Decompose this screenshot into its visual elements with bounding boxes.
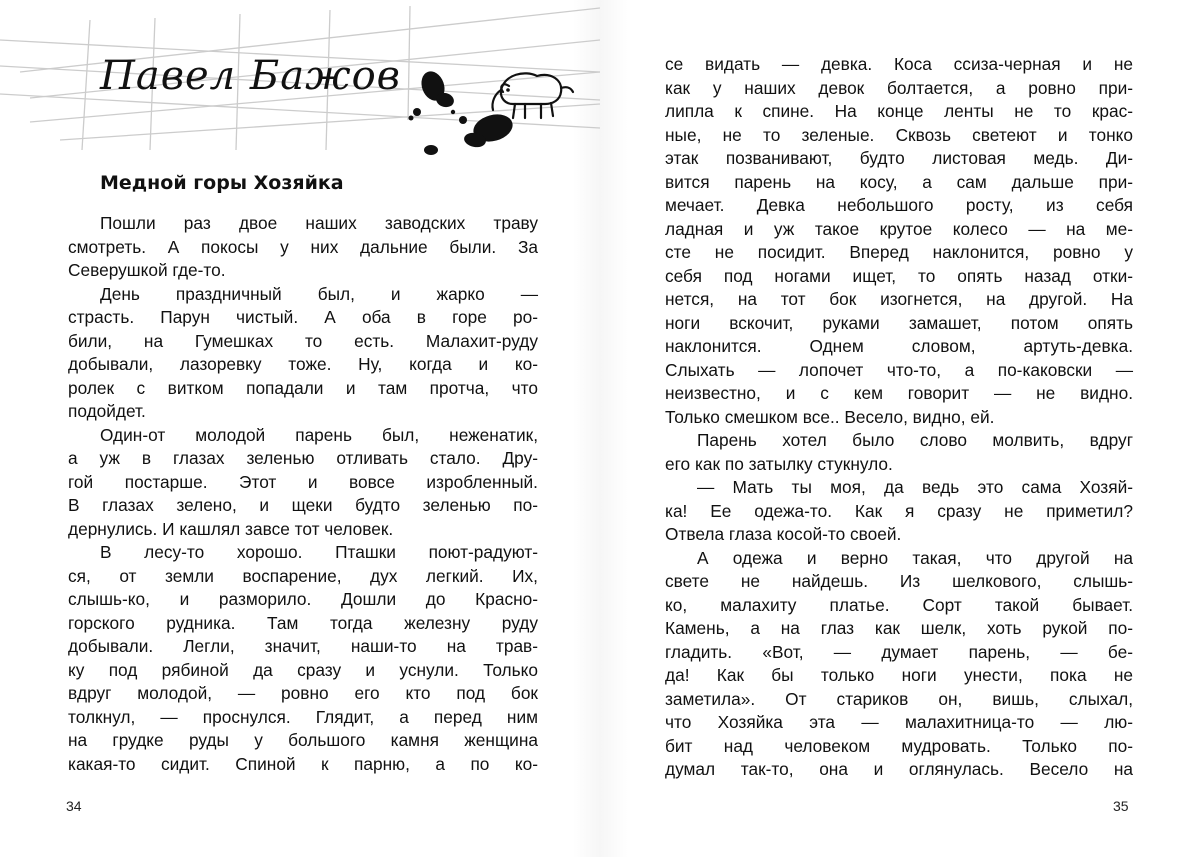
- text-line: ролек с витком попадали и там протча, что: [68, 377, 538, 398]
- text-line: Только смешком все.. Весело, видно, ей.: [665, 406, 995, 427]
- text-line: этак позванивают, будто листовая медь. Ди-: [665, 148, 1133, 168]
- text-line: бит над человеком мудровать. Только по-: [665, 735, 1133, 756]
- text-line: мечает. Девка небольшого росту, из себя: [665, 195, 1133, 215]
- text-line: Камень, а на глаз как шелк, хоть рукой по-: [665, 618, 1133, 638]
- text-line: смотреть. А покосы у них дальние были. За: [68, 236, 538, 257]
- text-line: дернулись. И кашлял завсе тот человек.: [68, 518, 394, 539]
- text-line: Слыхать — лопочет что-то, а по-каковски —: [665, 359, 1133, 380]
- text-line: добывали. Легли, значит, наши-то на трав-: [68, 636, 538, 656]
- text-line: ка! Ее одежа-то. Как я сразу не приметил?: [665, 500, 1133, 521]
- author-name: Павел Бажов: [100, 53, 401, 99]
- text-line: думал так-то, она и оглянулась. Весело на: [665, 759, 1133, 779]
- text-line: сте не посидит. Вперед наклонится, ровно у: [665, 242, 1133, 262]
- right-page-text: [665, 53, 1133, 782]
- text-line: а уж в глазах зеленью отливать стало. Дру-: [68, 448, 538, 468]
- text-line: гладить. «Вот, — думает парень, — бе-: [665, 641, 1133, 662]
- text-line: вдруг молодой, — ровно его кто под бок: [68, 683, 538, 703]
- text-line: ные, не то зеленые. Сквозь светеют и тонко: [665, 124, 1133, 145]
- text-line: что Хозяйка эта — малахитница-то — лю-: [665, 712, 1133, 732]
- text-line: его как по затылку стукнуло.: [665, 453, 893, 474]
- story-title: Медной горы Хозяйка: [100, 172, 344, 194]
- text-line: подойдет.: [68, 401, 146, 421]
- text-line: нется, на тот бок изогнется, на другой. На: [665, 289, 1133, 309]
- text-line: В глазах зелено, и щеки будто зеленью по-: [68, 495, 538, 515]
- text-line: горского рудника. Там тогда железну руду: [68, 612, 538, 633]
- text-line: ко, малахиту платье. Сорт такой бывает.: [665, 594, 1133, 615]
- text-line: наклонится. Однем словом, артуть-девка.: [665, 336, 1133, 356]
- left-page-text: [68, 212, 538, 776]
- text-line: какая-то сидит. Спиной к парню, а по ко-: [68, 753, 538, 774]
- text-line: Северушкой где-то.: [68, 260, 226, 280]
- text-line: Отвела глаза косой-то своей.: [665, 524, 902, 544]
- text-line: гой постарше. Этот и вовсе изробленный.: [68, 471, 538, 492]
- text-line: А одежа и верно такая, что другой на: [697, 547, 1133, 568]
- page-number-right: 35: [1113, 798, 1129, 814]
- text-line: липла к спине. На конце ленты не то крас-: [665, 101, 1133, 121]
- text-line: ся, от земли воспарение, дух легкий. Их,: [68, 565, 538, 586]
- page-number-left: 34: [66, 798, 82, 814]
- text-line: да! Как бы только ноги унести, пока не: [665, 665, 1133, 685]
- text-line: свете не найдешь. Из шелкового, слышь-: [665, 571, 1133, 591]
- text-line: — Мать ты моя, да ведь это сама Хозяй-: [697, 477, 1133, 497]
- text-line: ку под рябиной да сразу и уснули. Только: [68, 659, 538, 680]
- text-line: ладная и уж такое крутое колесо — на ме-: [665, 218, 1133, 239]
- text-line: вится парень на косу, а сам дальше при-: [665, 171, 1133, 192]
- text-line: на грудке руды у большого камня женщина: [68, 730, 538, 750]
- text-line: как у наших девок болтается, а ровно при-: [665, 77, 1133, 98]
- text-line: Парень хотел было слово молвить, вдруг: [697, 430, 1133, 450]
- text-line: Пошли раз двое наших заводских траву: [100, 213, 538, 233]
- text-line: себя под ногами ищет, то опять назад отки-: [665, 265, 1133, 286]
- text-line: се видать — девка. Коса ссиза-черная и не: [665, 54, 1133, 74]
- text-line: День праздничный был, и жарко —: [100, 283, 538, 304]
- text-line: страсть. Парун чистый. А оба в горе ро-: [68, 307, 538, 327]
- text-line: били, на Гумешках то есть. Малахит-руду: [68, 330, 538, 351]
- text-line: добывали, лазоревку тоже. Ну, когда и ко-: [68, 354, 538, 374]
- text-line: слышь-ко, и разморило. Дошли до Красно-: [68, 589, 538, 609]
- text-line: толкнул, — проснулся. Глядит, а перед ним: [68, 706, 538, 727]
- elephant-doodle-icon: [405, 60, 577, 164]
- text-line: В лесу-то хорошо. Пташки поют-радуют-: [100, 542, 538, 562]
- text-line: неизвестно, и с кем говорит — не видно.: [665, 383, 1133, 403]
- text-line: заметила». От стариков он, вишь, слыхал,: [665, 688, 1133, 709]
- text-line: Один-от молодой парень был, неженатик,: [100, 424, 538, 445]
- text-line: ноги вскочит, руками замашет, потом опять: [665, 312, 1133, 333]
